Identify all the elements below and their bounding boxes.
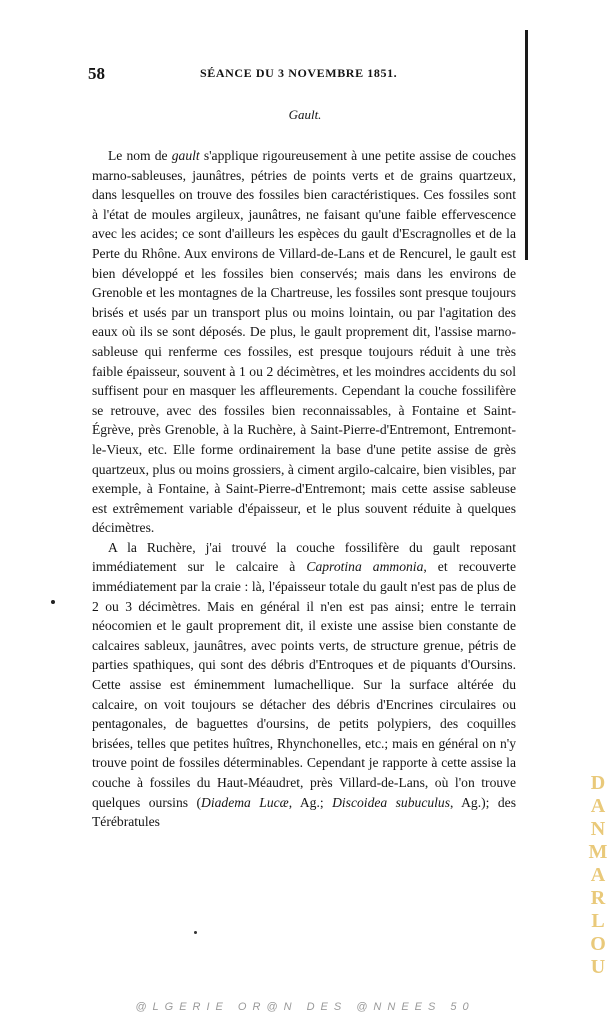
text-run: , Ag.;	[288, 794, 333, 810]
text-run: , et recouverte immédiatement par la craie : là, l'épaisseur totale du gault n'est pas de plus de 2 ou 3 décimètres. Mais en général il n'en est pas ainsi; entre le terrain néocomien et le gault proprement dit, il existe une assise bien constante de calcaires sableux, jaunâtres, avec points verts, de structure grenue, pétris de parties spathiques, qui sont des débris d'Entroques et de piquants d'Oursins. Cette assise est éminemment lumachellique. Sur la surface altérée du calcaire, on voit toujours se détacher des débris d'Encrines circulaires ou pentagonales, de baguettes d'oursins, de petits polypiers, des coquilles brisées, telles que petites huîtres, Rhynchonelles, etc.; mais en général on n'y trouve point de fossiles déterminables. Cependant je rapporte à cette assise la couche à fossiles du Haut-Méaudret, près Villard-de-Lans, où l'on trouve quelques oursins (	[92, 559, 516, 810]
paragraph	[92, 146, 516, 538]
body-text	[92, 146, 516, 832]
page-edge-line	[525, 30, 528, 260]
text-run: Le nom de	[108, 148, 172, 163]
paragraph	[92, 538, 516, 832]
scan-speck	[194, 931, 197, 934]
italic-term: gault	[171, 148, 200, 163]
page-number: 58	[88, 64, 105, 83]
side-watermark: DANMARLOU	[587, 772, 609, 979]
section-title: Gault.	[288, 107, 322, 122]
scan-speck	[51, 600, 55, 604]
italic-term: Caprotina ammonia	[306, 559, 424, 575]
italic-term: Discoidea subuculus	[332, 794, 451, 810]
text-run: s'applique rigoureusement à une petite assise de couches marno-sableuses, jaunâtres, pétries de points verts et de grains quartzeux, dans lesquelles on trouve des fossiles bien caractéristiques. Ces fossiles sont à l'état de moules argileux, jaunâtres, ne faisant qu'une faible effervescence avec les acides; ce sont d'ailleurs les espèces du gault d'Escragnolles et de la Perte du Rhône. Aux environs de Villard-de-Lans et de Rencurel, le gault est bien développé et les fossiles bien conservés; mais dans les environs de Grenoble et les montagnes de la Chartreuse, les fossiles sont presque toujours brisés et usés par un transport plus ou moins lointain, ou par l'agitation des eaux où ils se sont déposés. De plus, le gault proprement dit, l'assise marno-sableuse qui renferme ces fossiles, est presque toujours réduit à une très faible épaisseur, souvent à 1 ou 2 décimètres, et les moindres accidents du sol suffisent pour en masquer les affleurements. Cependant la couche fossilifère se retrouve, avec des fossiles bien reconnaissables, à Fontaine et Saint-Égrève, près Grenoble, à la Ruchère, à Saint-Pierre-d'Entremont, Entremont-le-Vieux, etc. Elle forme ordinairement la base d'une petite assise de grès quartzeux, plus ou moins grossiers, à ciment argilo-calcaire, bien visibles, par exemple, à Fontaine, à Saint-Pierre-d'Entremont; mais cette assise sableuse est extrêmement variable d'épaisseur, et le plus souvent réduite à quelques décimètres.	[92, 148, 517, 536]
italic-term: Diadema Lucæ	[201, 794, 289, 810]
bottom-watermark: @LGERIE OR@N DES @NNEES 50	[135, 1001, 475, 1013]
page-header	[88, 64, 518, 86]
text-run: A la Ruchère, j'ai trouvé la couche fossilifère du gault reposant immédiatement sur le calcaire à	[92, 539, 516, 575]
text-run: , Ag.); des Térébratules	[92, 794, 516, 830]
running-head: SÉANCE DU 3 NOVEMBRE 1851.	[200, 66, 398, 80]
